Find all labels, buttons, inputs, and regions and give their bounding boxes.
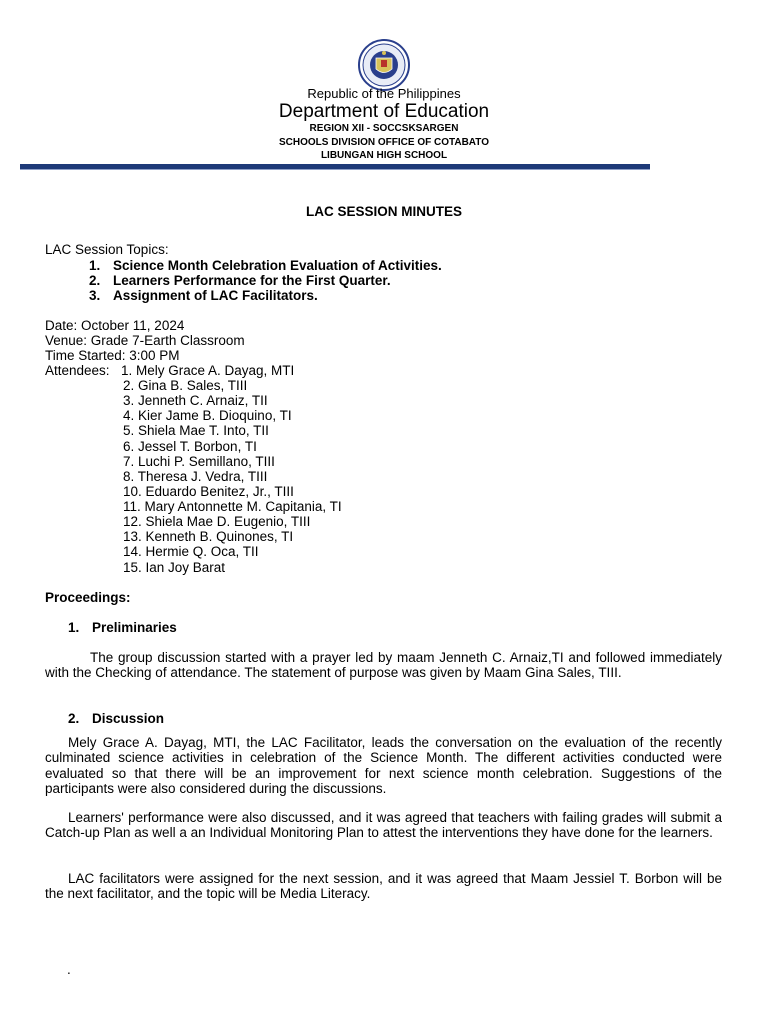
header-divider bbox=[20, 164, 650, 170]
attendee-item: 11. Mary Antonnette M. Capitania, TI bbox=[123, 499, 342, 514]
department-heading: Department of Education bbox=[278, 101, 490, 122]
attendee-item: 6. Jessel T. Borbon, TI bbox=[123, 439, 257, 454]
attendee-item: 5. Shiela Mae T. Into, TII bbox=[123, 423, 269, 438]
topics-label: LAC Session Topics: bbox=[45, 242, 169, 257]
attendee-item: 8. Theresa J. Vedra, TIII bbox=[123, 469, 268, 484]
discussion-paragraph: Learners' performance were also discussed, and it was agreed that teachers with failing grades will submit a Catch-up Plan as well a an Individual Monitoring Plan to attest the interventions they have done for the learners. bbox=[45, 810, 722, 841]
discussion-paragraph: LAC facilitators were assigned for the next session, and it was agreed that Maam Jessiel T. Borbon will be the next facilitator, and the topic will be Media Literacy. bbox=[45, 871, 722, 902]
proceedings-heading: Proceedings: bbox=[45, 590, 131, 605]
division-line: SCHOOLS DIVISION OFFICE OF COTABATO bbox=[278, 137, 489, 148]
republic-heading: Republic of the Philippines bbox=[307, 86, 461, 101]
document-title: LAC SESSION MINUTES bbox=[305, 204, 462, 219]
attendee-item: 12. Shiela Mae D. Eugenio, TIII bbox=[123, 514, 311, 529]
attendee-item: 14. Hermie Q. Oca, TII bbox=[123, 544, 259, 559]
region-line: REGION XII - SOCCSKSARGEN bbox=[309, 123, 459, 134]
meeting-time: Time Started: 3:00 PM bbox=[45, 348, 180, 363]
attendee-item: 3. Jenneth C. Arnaiz, TII bbox=[123, 393, 268, 408]
preliminaries-paragraph: The group discussion started with a prayer led by maam Jenneth C. Arnaiz,TI and followed immediately with the Checking of attendance. The statement of purpose was given by Maam Gina Sales, TIII. bbox=[45, 650, 722, 681]
meeting-date: Date: October 11, 2024 bbox=[45, 318, 185, 333]
school-line: LIBUNGAN HIGH SCHOOL bbox=[320, 150, 448, 161]
attendee-item: 13. Kenneth B. Quinones, TI bbox=[123, 529, 294, 544]
section-heading-preliminaries: 1. Preliminaries bbox=[68, 620, 177, 635]
meeting-venue: Venue: Grade 7-Earth Classroom bbox=[45, 333, 245, 348]
discussion-paragraph: Mely Grace A. Dayag, MTI, the LAC Facilitator, leads the conversation on the evaluation of the recently culminated science activities in celebration of the Science Month. The different activities conducted were evaluated so that there will be an improvement for next science month celebration. Suggestions of the participants were also considered during the discussions. bbox=[45, 735, 722, 796]
trailing-dot: . bbox=[67, 962, 71, 977]
attendee-item: 2. Gina B. Sales, TIII bbox=[123, 378, 248, 393]
topic-item: 1. Science Month Celebration Evaluation of Activities. bbox=[89, 258, 442, 273]
section-heading-discussion: 2. Discussion bbox=[68, 711, 165, 726]
topic-item: 2. Learners Performance for the First Quarter. bbox=[89, 273, 391, 288]
attendee-item: 10. Eduardo Benitez, Jr., TIII bbox=[123, 484, 294, 499]
deped-seal-logo bbox=[352, 38, 416, 92]
attendee-item: 7. Luchi P. Semillano, TIII bbox=[123, 454, 275, 469]
attendee-item: 1. Mely Grace A. Dayag, MTI bbox=[121, 363, 295, 378]
attendee-item: 15. Ian Joy Barat bbox=[123, 560, 226, 575]
attendees-label: Attendees: bbox=[45, 363, 110, 378]
topic-item: 3. Assignment of LAC Facilitators. bbox=[89, 288, 318, 303]
attendee-item: 4. Kier Jame B. Dioquino, TI bbox=[123, 408, 292, 423]
